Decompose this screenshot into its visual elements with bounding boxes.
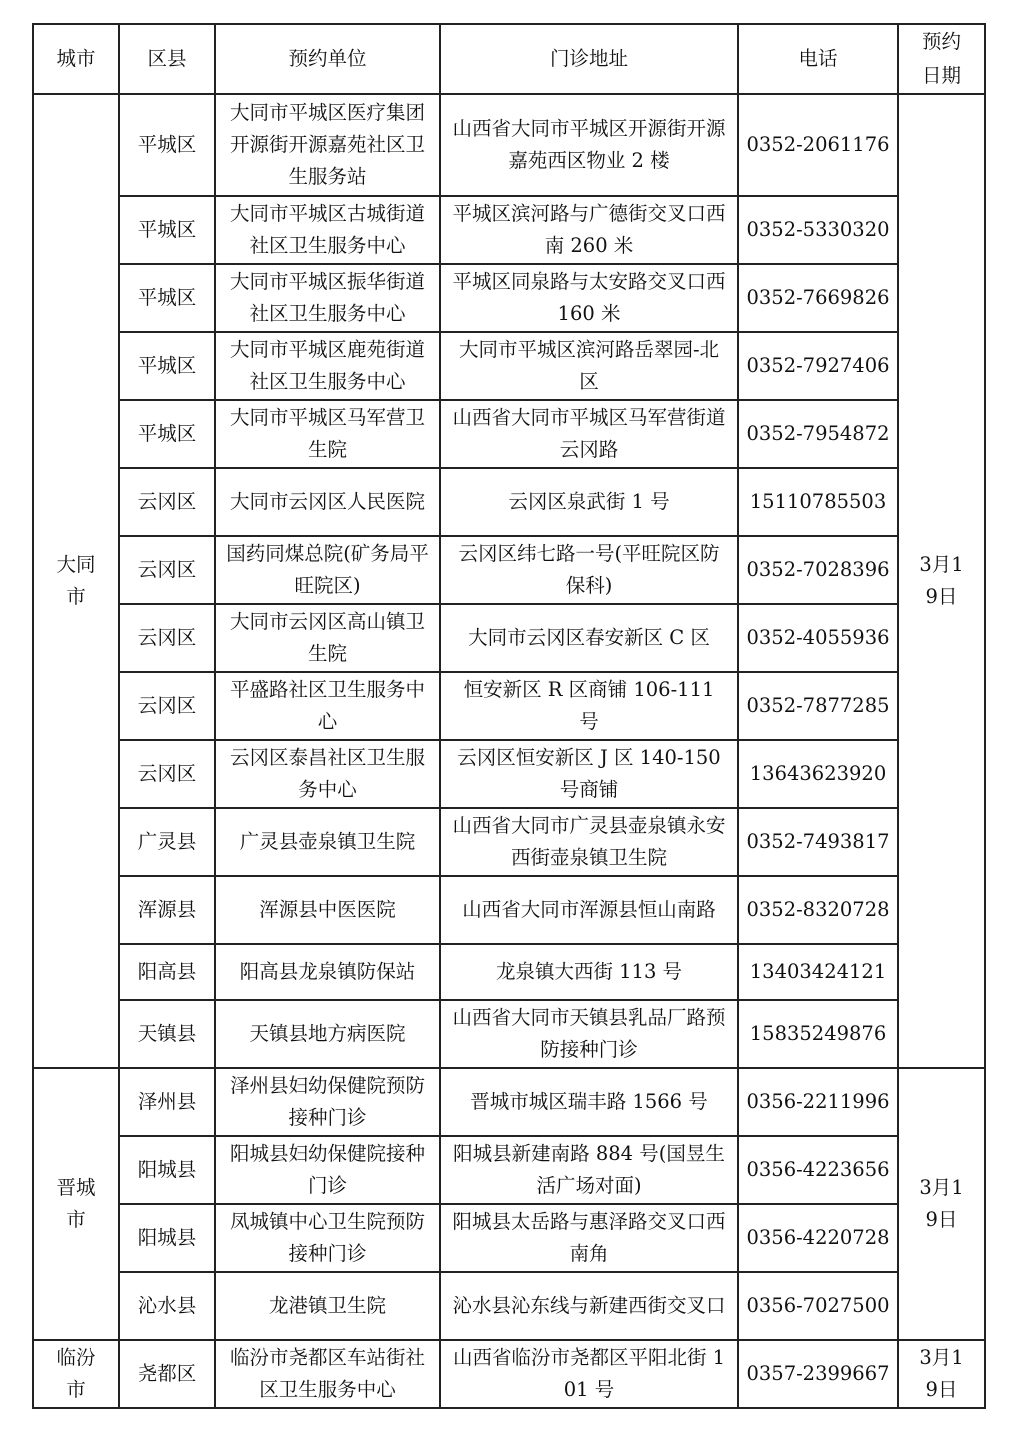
phone-cell: 0352-5330320 [738,196,898,264]
phone-cell: 0356-4220728 [738,1204,898,1272]
unit-cell: 广灵县壶泉镇卫生院 [215,808,440,876]
district-cell: 阳城县 [119,1204,215,1272]
district-cell: 平城区 [119,94,215,196]
table-row [33,1136,985,1204]
unit-cell: 凤城镇中心卫生院预防接种门诊 [215,1204,440,1272]
phone-cell: 0356-4223656 [738,1136,898,1204]
unit-cell: 阳城县妇幼保健院接种门诊 [215,1136,440,1204]
address-cell: 云冈区恒安新区 J 区 140-150 号商铺 [440,740,738,808]
table-row [33,876,985,944]
address-cell: 阳城县太岳路与惠泽路交叉口西南角 [440,1204,738,1272]
phone-cell: 15110785503 [738,468,898,536]
district-cell: 阳城县 [119,1136,215,1204]
table-row [33,468,985,536]
phone-cell: 0352-4055936 [738,604,898,672]
table-row [33,94,985,196]
district-cell: 云冈区 [119,604,215,672]
phone-cell: 0357-2399667 [738,1340,898,1408]
phone-cell: 15835249876 [738,1000,898,1068]
phone-cell: 0356-7027500 [738,1272,898,1340]
header-district: 区县 [119,24,215,94]
district-cell: 天镇县 [119,1000,215,1068]
district-cell: 平城区 [119,332,215,400]
address-cell: 山西省大同市广灵县壶泉镇永安西街壶泉镇卫生院 [440,808,738,876]
date-cell: 3月19日 [898,94,985,1068]
table-row [33,196,985,264]
address-cell: 大同市平城区滨河路岳翠园-北区 [440,332,738,400]
table-row [33,740,985,808]
phone-cell: 13403424121 [738,944,898,1000]
table-row [33,400,985,468]
header-row [33,24,985,94]
district-cell: 平城区 [119,196,215,264]
city-cell: 临汾市 [33,1340,119,1408]
address-cell: 龙泉镇大西街 113 号 [440,944,738,1000]
phone-cell: 0352-7028396 [738,536,898,604]
address-cell: 沁水县沁东线与新建西街交叉口 [440,1272,738,1340]
district-cell: 浑源县 [119,876,215,944]
table-row [33,672,985,740]
phone-cell: 0352-7493817 [738,808,898,876]
address-cell: 山西省大同市平城区开源街开源嘉苑西区物业 2 楼 [440,94,738,196]
district-cell: 尧都区 [119,1340,215,1408]
phone-cell: 0352-7927406 [738,332,898,400]
district-cell: 平城区 [119,400,215,468]
phone-cell: 0352-7877285 [738,672,898,740]
phone-cell: 0356-2211996 [738,1068,898,1136]
table-row [33,1000,985,1068]
address-cell: 云冈区泉武街 1 号 [440,468,738,536]
district-cell: 云冈区 [119,672,215,740]
unit-cell: 大同市云冈区人民医院 [215,468,440,536]
unit-cell: 大同市平城区振华街道社区卫生服务中心 [215,264,440,332]
header-date: 预约日期 [898,24,985,94]
unit-cell: 阳高县龙泉镇防保站 [215,944,440,1000]
district-cell: 云冈区 [119,536,215,604]
phone-cell: 13643623920 [738,740,898,808]
unit-cell: 国药同煤总院(矿务局平旺院区) [215,536,440,604]
table-row [33,1340,985,1408]
unit-cell: 大同市平城区医疗集团开源街开源嘉苑社区卫生服务站 [215,94,440,196]
phone-cell: 0352-7954872 [738,400,898,468]
address-cell: 大同市云冈区春安新区 C 区 [440,604,738,672]
unit-cell: 平盛路社区卫生服务中心 [215,672,440,740]
table-row [33,808,985,876]
district-cell: 阳高县 [119,944,215,1000]
date-cell: 3月19日 [898,1340,985,1408]
table-row [33,1204,985,1272]
header-address: 门诊地址 [440,24,738,94]
unit-cell: 大同市云冈区高山镇卫生院 [215,604,440,672]
phone-cell: 0352-2061176 [738,94,898,196]
unit-cell: 大同市平城区鹿苑街道社区卫生服务中心 [215,332,440,400]
address-cell: 阳城县新建南路 884 号(国昱生活广场对面) [440,1136,738,1204]
address-cell: 云冈区纬七路一号(平旺院区防保科) [440,536,738,604]
unit-cell: 龙港镇卫生院 [215,1272,440,1340]
date-cell: 3月19日 [898,1068,985,1340]
district-cell: 广灵县 [119,808,215,876]
address-cell: 晋城市城区瑞丰路 1566 号 [440,1068,738,1136]
unit-cell: 临汾市尧都区车站街社区卫生服务中心 [215,1340,440,1408]
district-cell: 云冈区 [119,468,215,536]
table-row [33,1068,985,1136]
unit-cell: 云冈区泰昌社区卫生服务中心 [215,740,440,808]
city-cell: 晋城市 [33,1068,119,1340]
phone-cell: 0352-8320728 [738,876,898,944]
header-phone: 电话 [738,24,898,94]
district-cell: 沁水县 [119,1272,215,1340]
unit-cell: 大同市平城区古城街道社区卫生服务中心 [215,196,440,264]
unit-cell: 大同市平城区马军营卫生院 [215,400,440,468]
address-cell: 恒安新区 R 区商铺 106-111 号 [440,672,738,740]
unit-cell: 浑源县中医医院 [215,876,440,944]
table-row [33,944,985,1000]
district-cell: 平城区 [119,264,215,332]
district-cell: 泽州县 [119,1068,215,1136]
district-cell: 云冈区 [119,740,215,808]
unit-cell: 天镇县地方病医院 [215,1000,440,1068]
phone-cell: 0352-7669826 [738,264,898,332]
header-city: 城市 [33,24,119,94]
address-cell: 平城区同泉路与太安路交叉口西 160 米 [440,264,738,332]
table-row [33,604,985,672]
table-row [33,332,985,400]
address-cell: 山西省大同市天镇县乳品厂路预防接种门诊 [440,1000,738,1068]
table-row [33,536,985,604]
city-cell: 大同市 [33,94,119,1068]
address-cell: 山西省临汾市尧都区平阳北街 101 号 [440,1340,738,1408]
header-unit: 预约单位 [215,24,440,94]
table-row [33,1272,985,1340]
address-cell: 山西省大同市平城区马军营街道云冈路 [440,400,738,468]
address-cell: 山西省大同市浑源县恒山南路 [440,876,738,944]
table-row [33,264,985,332]
unit-cell: 泽州县妇幼保健院预防接种门诊 [215,1068,440,1136]
vaccination-sites-table [32,23,986,1409]
address-cell: 平城区滨河路与广德街交叉口西南 260 米 [440,196,738,264]
